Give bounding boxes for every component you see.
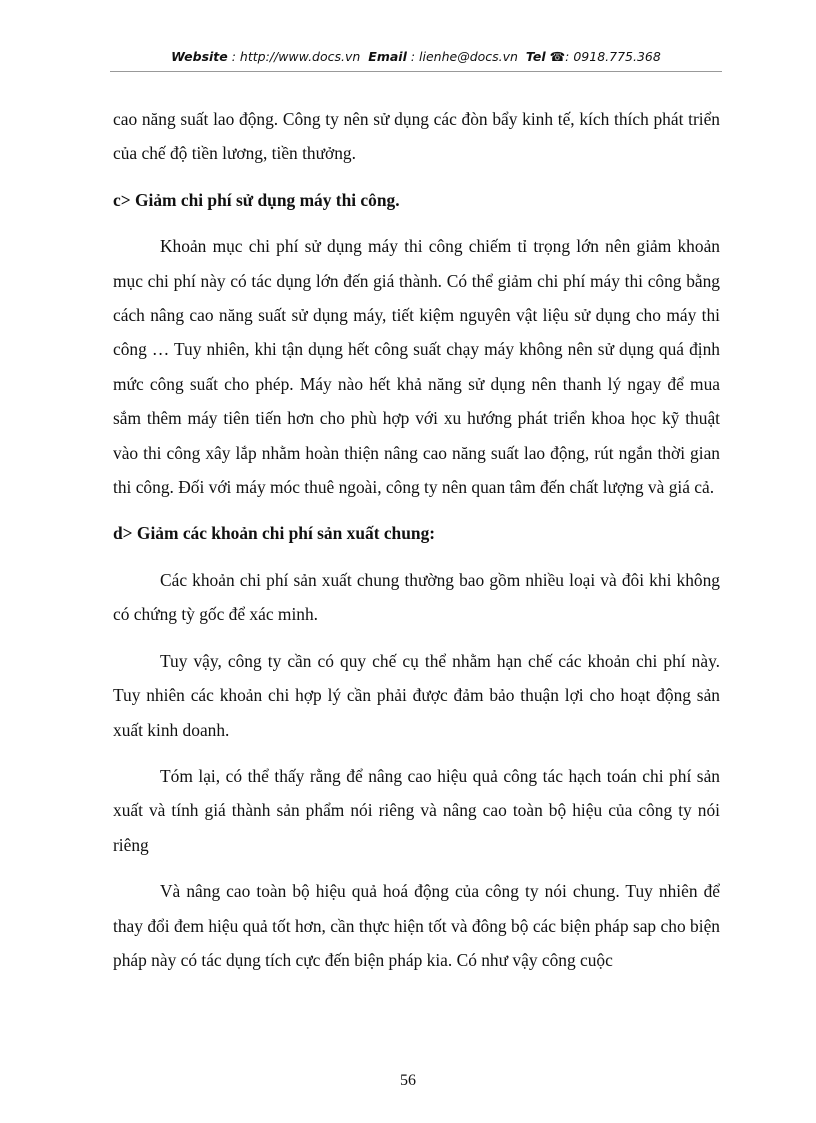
website-label: Website [171, 49, 228, 64]
email-label: Email [368, 49, 407, 64]
paragraph: Tóm lại, có thể thấy rằng để nâng cao hiệu quả công tác hạch toán chi phí sản xuất và tính giá thành sản phẩm nói riêng và nâng cao toàn bộ hiệu của công ty nói riêng [113, 765, 720, 855]
paragraph: Các khoản chi phí sản xuất chung thường bao gồm nhiều loại và đôi khi không có chứng tỳ gốc để xác minh. [113, 569, 720, 625]
phone-icon: ☎ [549, 49, 566, 64]
paragraph: Và nâng cao toàn bộ hiệu quả hoá động của công ty nói chung. Tuy nhiên để thay đổi đem hiệu quả tốt hơn, cần thực hiện tốt và đông bộ các biện pháp sap cho biện pháp này có tác dụng tích cực đến biện pháp kia. Có như vậy công cuộc [113, 881, 720, 970]
section-heading-d: d> Giảm các khoản chi phí sản xuất chung: [113, 523, 436, 544]
header-divider [110, 71, 722, 72]
page-number: 56 [400, 1072, 416, 1089]
section-heading-c: c> Giảm chi phí sử dụng máy thi công. [113, 189, 400, 210]
email-value: : lienhe@docs.vn [410, 49, 518, 64]
paragraph: Tuy vậy, công ty cần có quy chế cụ thể nhằm hạn chế các khoản chi phí này. Tuy nhiên các khoản chi hợp lý cần phải được đảm bảo thuận lợi cho hoạt động sản xuất kinh doanh. [113, 650, 720, 740]
tel-label: Tel [525, 49, 546, 64]
website-value: : http://www.docs.vn [231, 49, 361, 64]
tel-value: : 0918.775.368 [565, 49, 661, 64]
paragraph: Khoản mục chi phí sử dụng máy thi công chiếm tỉ trọng lớn nên giảm khoản mục chi phí này có tác dụng lớn đến giá thành. Có thể giảm chi phí máy thi công bằng cách nâng cao năng suất sử dụng máy, tiết kiệm nguyên vật liệu sử dụng cho máy thi công … Tuy nhiên, khi tận dụng hết công suất chạy máy không nên sử dụng quá định mức công suất cho phép. Máy nào hết khả năng sử dụng nên thanh lý ngay để mua sắm thêm máy tiên tiến hơn cho phù hợp với xu hướng phát triển khoa học kỹ thuật vào thi công xây lắp nhằm hoàn thiện nâng cao năng suất lao động, rút ngắn thời gian thi công. Đối với máy móc thuê ngoài, công ty nên quan tâm đến chất lượng và giá cả. [113, 236, 720, 498]
document-body [113, 102, 720, 977]
page-header [110, 49, 722, 64]
paragraph: cao năng suất lao động. Công ty nên sử dụng các đòn bẩy kinh tế, kích thích phát triển của chế độ tiền lương, tiền thưởng. [113, 109, 720, 164]
